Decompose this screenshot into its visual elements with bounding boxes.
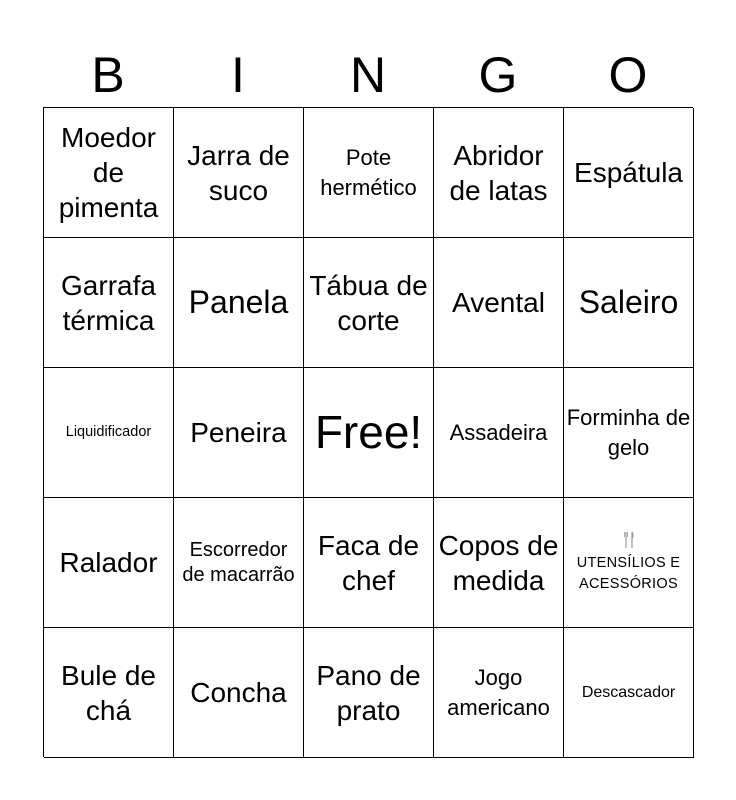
- bingo-cell[interactable]: [174, 238, 304, 368]
- bingo-cell[interactable]: [174, 368, 304, 498]
- bingo-cell[interactable]: [564, 628, 694, 758]
- cell-text: Tábua de corte: [309, 269, 428, 336]
- bingo-header: [43, 44, 693, 106]
- logo-cell[interactable]: [564, 498, 694, 628]
- bingo-cell[interactable]: [44, 498, 174, 628]
- bingo-cell[interactable]: [564, 108, 694, 238]
- bingo-cell[interactable]: [304, 498, 434, 628]
- bingo-cell[interactable]: [44, 368, 174, 498]
- bingo-cell[interactable]: [434, 368, 564, 498]
- cell-text: Espátula: [574, 156, 683, 188]
- fork-knife-icon: [623, 531, 635, 551]
- cell-text: Copos de medida: [438, 529, 559, 596]
- cell-text: Bule de chá: [61, 659, 156, 726]
- cell-text: Jogo americano: [447, 664, 550, 720]
- free-space[interactable]: [304, 368, 434, 498]
- cell-text: Assadeira: [449, 419, 548, 445]
- free-text: Free!: [314, 406, 423, 459]
- cell-text: Peneira: [190, 416, 287, 448]
- cell-text: Panela: [188, 284, 289, 321]
- cell-text: Garrafa térmica: [61, 269, 156, 336]
- bingo-cell[interactable]: [44, 108, 174, 238]
- bingo-cell[interactable]: [434, 238, 564, 368]
- header-letter-g: G: [478, 47, 518, 103]
- bingo-cell[interactable]: [44, 628, 174, 758]
- bingo-cell[interactable]: [304, 628, 434, 758]
- cell-text: Escorredor de macarrão: [182, 538, 295, 586]
- header-letter-n: N: [349, 47, 387, 103]
- header-letter-i: I: [231, 47, 245, 103]
- cell-text: Avental: [452, 286, 545, 318]
- cell-text: Jarra de suco: [187, 139, 290, 206]
- bingo-cell[interactable]: [434, 628, 564, 758]
- cell-text: Descascador: [581, 683, 676, 701]
- bingo-cell[interactable]: [434, 108, 564, 238]
- header-letter-o: O: [608, 47, 648, 103]
- cell-text: Liquidificador: [65, 423, 152, 440]
- cell-text: Pote hermético: [320, 144, 417, 200]
- cell-text: Faca de chef: [317, 529, 420, 596]
- bingo-cell[interactable]: [304, 238, 434, 368]
- cell-text: Ralador: [59, 546, 158, 578]
- bingo-cell[interactable]: [174, 498, 304, 628]
- cell-text: Forminha de gelo: [566, 404, 691, 460]
- bingo-cell[interactable]: [304, 108, 434, 238]
- bingo-cell[interactable]: [174, 108, 304, 238]
- cell-text: Abridor de latas: [449, 139, 548, 206]
- bingo-cell[interactable]: [174, 628, 304, 758]
- cell-text: Pano de prato: [316, 659, 421, 726]
- bingo-cell[interactable]: [564, 368, 694, 498]
- cell-text: Saleiro: [578, 284, 679, 321]
- bingo-cell[interactable]: [564, 238, 694, 368]
- bingo-cell[interactable]: [434, 498, 564, 628]
- logo-text: UTENSÍLIOS E ACESSÓRIOS: [576, 555, 681, 592]
- header-letter-b: B: [91, 47, 125, 103]
- cell-text: Concha: [190, 676, 287, 708]
- bingo-grid: [43, 107, 693, 757]
- cell-text: Moedor de pimenta: [58, 122, 159, 223]
- bingo-cell[interactable]: [44, 238, 174, 368]
